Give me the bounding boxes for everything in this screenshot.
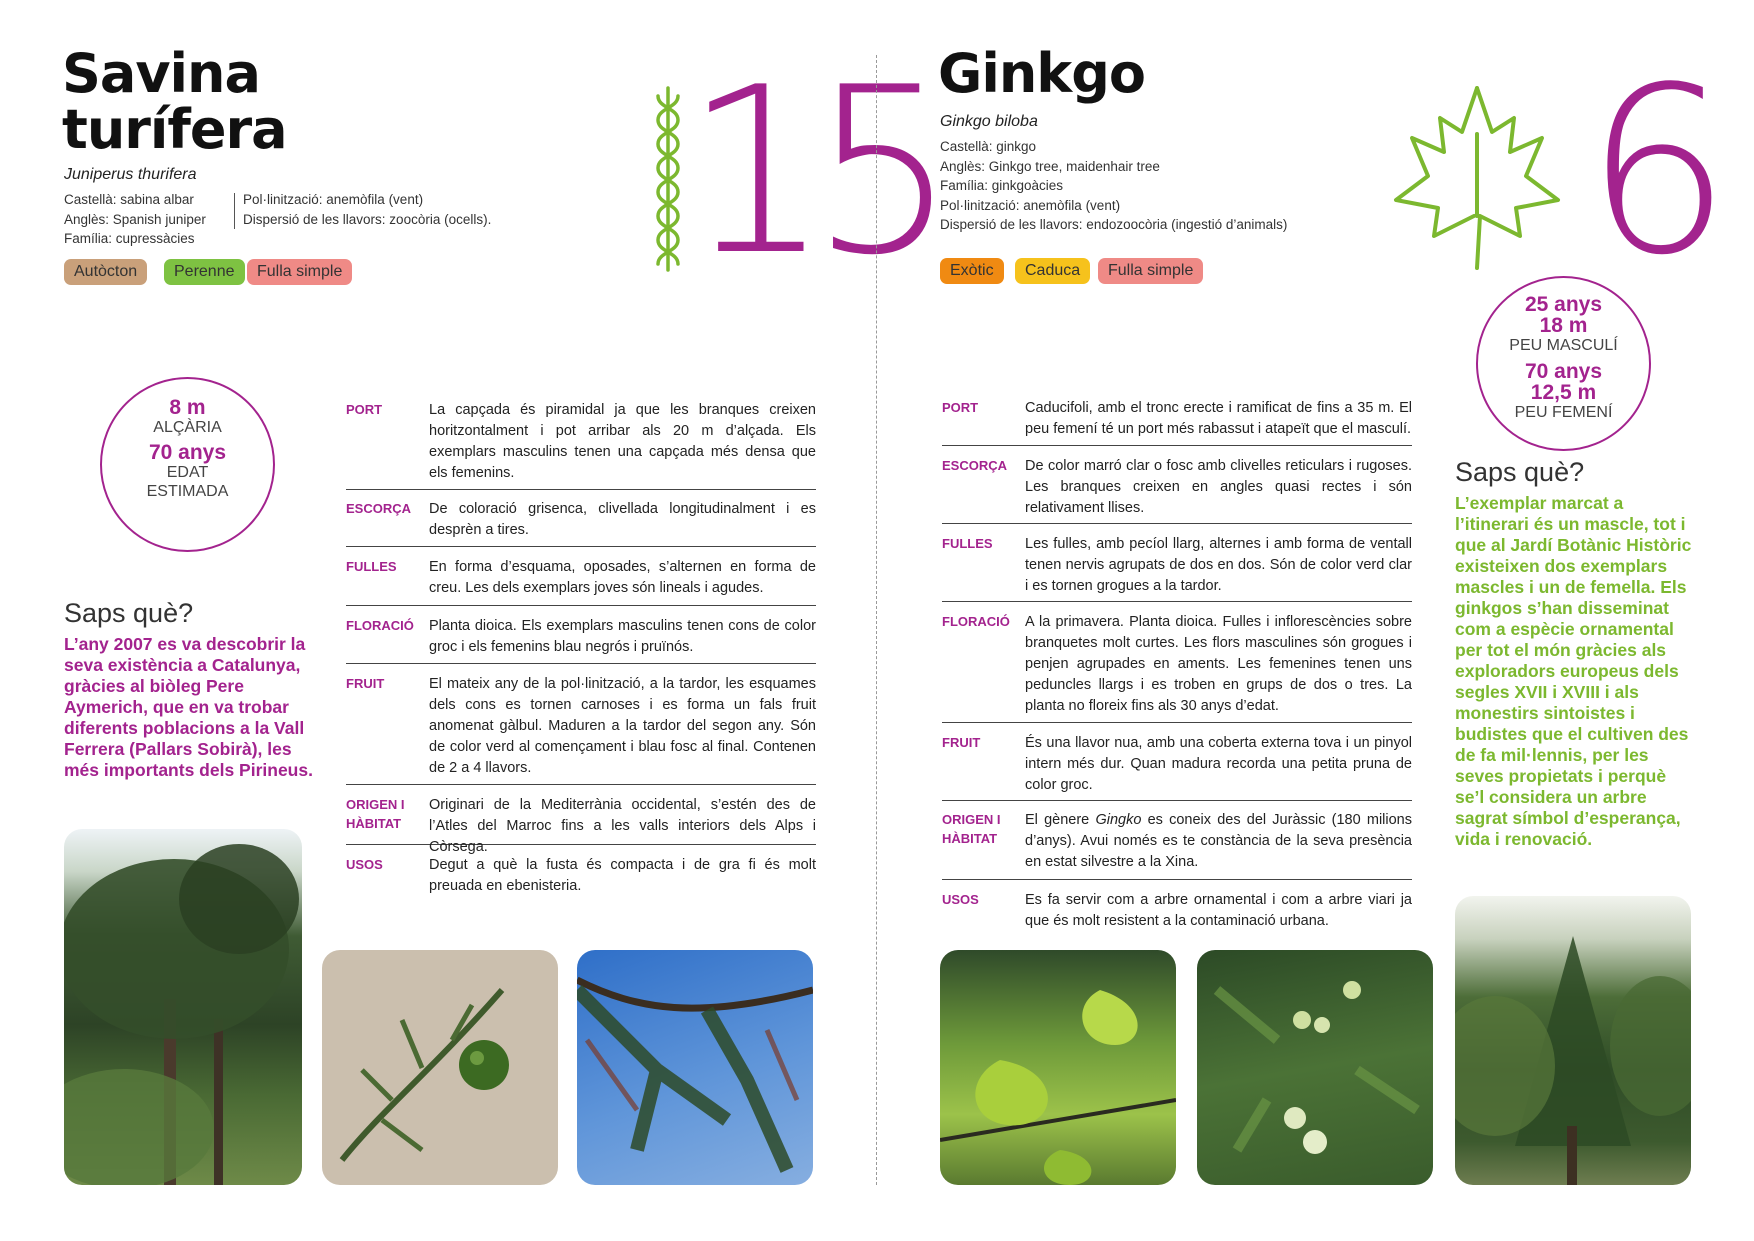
table-row xyxy=(346,672,816,785)
row-text: A la primavera. Planta dioica. Fulles i inflorescències sobre branquetes molt curtes. Les flors masculines són grogues i penjen agrupades en aments. Les femenines tenen uns peduncles llargs i es troben en grups de dos o tres. La planta no floreix fins als 30 anys d’edat. xyxy=(1025,614,1412,714)
photo-ginkgo-tree xyxy=(1455,896,1691,1185)
row-label: USOS xyxy=(346,857,383,872)
row-label: FRUIT xyxy=(346,676,385,691)
meta-line: Anglès: Spanish juniper xyxy=(64,211,206,227)
right-meta xyxy=(940,137,1360,235)
table-row xyxy=(346,497,816,547)
tag-deciduous: Caduca xyxy=(1015,258,1090,284)
left-meta-biology xyxy=(243,190,533,229)
tag-native: Autòcton xyxy=(64,259,147,285)
left-meta-names xyxy=(64,190,234,249)
photo-savina-branches xyxy=(577,950,813,1185)
photo-savina-fruit xyxy=(322,950,558,1185)
table-row xyxy=(942,454,1412,524)
fruit-illustration xyxy=(322,950,558,1185)
row-label: ORIGEN I HÀBITAT xyxy=(942,812,1001,846)
row-label: USOS xyxy=(942,892,979,907)
left-species-number: 15 xyxy=(684,39,937,306)
meta-line: Família: ginkgoàcies xyxy=(940,178,1064,193)
row-label: ORIGEN I HÀBITAT xyxy=(346,797,405,831)
right-did-you-know-title: Saps què? xyxy=(1455,457,1585,487)
height-value: 8 m xyxy=(169,396,206,419)
left-title-line1: Savina xyxy=(62,42,260,105)
right-title: Ginkgo xyxy=(938,42,1145,105)
table-row xyxy=(346,555,816,606)
table-row xyxy=(346,853,816,903)
table-row xyxy=(942,532,1412,602)
photo-savina-tree xyxy=(64,829,302,1185)
left-did-you-know-text: L’any 2007 es va descobrir la seva existència a Catalunya, gràcies al biòleg Pere Aymerich, que en va trobar diferents poblacions a la Vall Ferrera (Pallars Sobirà), les més importants dels Pirineus. xyxy=(64,634,313,780)
left-latin-name: Juniperus thurifera xyxy=(64,166,197,183)
table-row xyxy=(346,793,816,855)
male-age: 25 anys xyxy=(1524,293,1603,316)
row-text: En forma d’esquama, oposades, s’alternen en forma de creu. Les dels exemplars joves són lineals i agudes. xyxy=(429,559,816,596)
height-label: ALÇÀRIA xyxy=(153,419,222,436)
row-label: ESCORÇA xyxy=(942,458,1008,473)
ginkgo-leaf-icon xyxy=(1392,84,1562,270)
meta-line: Castellà: ginkgo xyxy=(940,139,1037,154)
row-text: De color marró clar o fosc amb clivelles reticulars i rugoses. Les branques creixen en angles quasi rectes i són relativament llises. xyxy=(1025,458,1412,516)
meta-line: Anglès: Ginkgo tree, maidenhair tree xyxy=(940,158,1160,174)
tree-illustration xyxy=(64,829,302,1185)
row-text: Planta dioica. Els exemplars masculins tenen cons de color groc i els femenins blau negrós i pruïnós. xyxy=(429,618,816,655)
table-row xyxy=(942,888,1412,938)
age-value: 70 anys xyxy=(148,441,227,464)
table-row xyxy=(346,398,816,490)
right-latin-name: Ginkgo biloba xyxy=(940,113,1038,130)
branches-illustration xyxy=(577,950,813,1185)
row-label: FULLES xyxy=(942,536,993,551)
meta-line: Dispersió de les llavors: endozoocòria (ingestió d’animals) xyxy=(940,217,1288,232)
text-part: El gènere xyxy=(1025,812,1096,828)
female-height: 12,5 m xyxy=(1530,381,1597,404)
table-row xyxy=(346,614,816,664)
left-size-circle xyxy=(100,377,275,552)
row-text xyxy=(1025,808,1412,879)
row-label: PORT xyxy=(942,400,979,415)
row-text: Les fulles, amb pecíol llarg, alternes i amb forma de ventall tenen nervis agrupats de dos en dos. Són de color verd clar i es tornen grogues a la tardor. xyxy=(1025,536,1412,594)
meta-line: Família: cupressàcies xyxy=(64,231,195,246)
row-text: Caducifoli, amb el tronc erecte i ramificat de fins a 35 m. El peu femení té un port més rabassut i atapeït que el masculí. xyxy=(1025,400,1412,437)
row-label: FLORACIÓ xyxy=(346,618,414,633)
tree-illustration xyxy=(1455,896,1691,1185)
row-text: De coloració grisenca, clivellada longitudinalment i es desprèn a tires. xyxy=(429,501,816,538)
row-label: FRUIT xyxy=(942,735,981,750)
juniper-leaf-icon xyxy=(650,84,686,274)
row-text: La capçada és piramidal ja que les branques creixen horitzontalment i pot arribar als 20 m d’alçada. Els exemplars masculins tenen una capçada més densa que els femenins. xyxy=(429,402,816,481)
male-height: 18 m xyxy=(1539,314,1588,337)
male-label: PEU MASCULÍ xyxy=(1509,337,1618,354)
row-label: FLORACIÓ xyxy=(942,614,1010,629)
tag-simple-leaf: Fulla simple xyxy=(1098,258,1203,284)
table-row xyxy=(942,808,1412,880)
row-text: Originari de la Mediterrània occidental, s’estén des de l’Atles del Marroc fins a les valls interiors dels Alps i Còrsega. xyxy=(429,797,816,855)
left-title xyxy=(62,42,287,161)
row-text: Degut a què la fusta és compacta i de gra fi és molt preuada en ebenisteria. xyxy=(429,857,816,894)
left-title-line2: turífera xyxy=(62,98,287,161)
row-label: FULLES xyxy=(346,559,397,574)
right-species-number: 6 xyxy=(1585,39,1732,306)
age-label: EDAT xyxy=(166,464,209,481)
right-did-you-know-text: L’exemplar marcat a l’itinerari és un mascle, tot i que al Jardí Botànic Històric existeixen dos exemplars mascles i un de femella. Els ginkgos s’han disseminat com a espècie ornamental per tot el món gràcies als exploradors europeus dels segles XVII i XVIII i als monestirs sintoistes i budistes que el cultiven des de fa mil·lennis, per les seves propietats i perquè se’l considera un arbre sagrat símbol d’esperança, vida i renovació. xyxy=(1455,493,1692,849)
meta-divider xyxy=(234,193,235,229)
table-row xyxy=(942,610,1412,723)
page-divider xyxy=(876,55,877,1185)
row-label: PORT xyxy=(346,402,383,417)
row-text: És una llavor nua, amb una coberta externa tova i un pinyol intern més dur. Quan madura recorda una petita pruna de color groc. xyxy=(1025,735,1412,793)
row-label: ESCORÇA xyxy=(346,501,412,516)
meta-line: Castellà: sabina albar xyxy=(64,192,194,207)
table-row xyxy=(942,731,1412,801)
photo-ginkgo-fruits xyxy=(1197,950,1433,1185)
photo-ginkgo-leaves xyxy=(940,950,1176,1185)
tag-evergreen: Perenne xyxy=(164,259,245,285)
table-row xyxy=(942,396,1412,446)
right-size-circle xyxy=(1476,276,1651,451)
text-part: es coneix des del Juràssic (180 milions d’anys). Avui només es te constància de la seva presència en estat silvestre a la Xina. xyxy=(1025,812,1412,870)
tag-exotic: Exòtic xyxy=(940,258,1004,284)
meta-line: Pol·linització: anemòfila (vent) xyxy=(940,197,1121,213)
genus-name: Gingko xyxy=(1095,812,1142,828)
fruits-illustration xyxy=(1197,950,1433,1185)
tag-simple-leaf: Fulla simple xyxy=(247,259,352,285)
left-did-you-know-title: Saps què? xyxy=(64,598,194,628)
female-age: 70 anys xyxy=(1524,360,1603,383)
row-text: Es fa servir com a arbre ornamental i com a arbre viari ja que és molt resistent a la contaminació urbana. xyxy=(1025,892,1412,929)
meta-line: Pol·linització: anemòfila (vent) xyxy=(243,192,424,207)
age-label: ESTIMADA xyxy=(146,483,229,500)
row-text: El mateix any de la pol·linització, a la tardor, les esquames dels cons es tornen carnoses i es forma un fals fruit anomenat gàlbul. Maduren a la tardor del segon any. Són de color verd al començament i blau fosc al final. Contenen de 2 a 4 llavors. xyxy=(429,676,816,776)
female-label: PEU FEMENÍ xyxy=(1514,404,1613,421)
leaves-illustration xyxy=(940,950,1176,1185)
meta-line: Dispersió de les llavors: zoocòria (ocells). xyxy=(243,211,492,227)
